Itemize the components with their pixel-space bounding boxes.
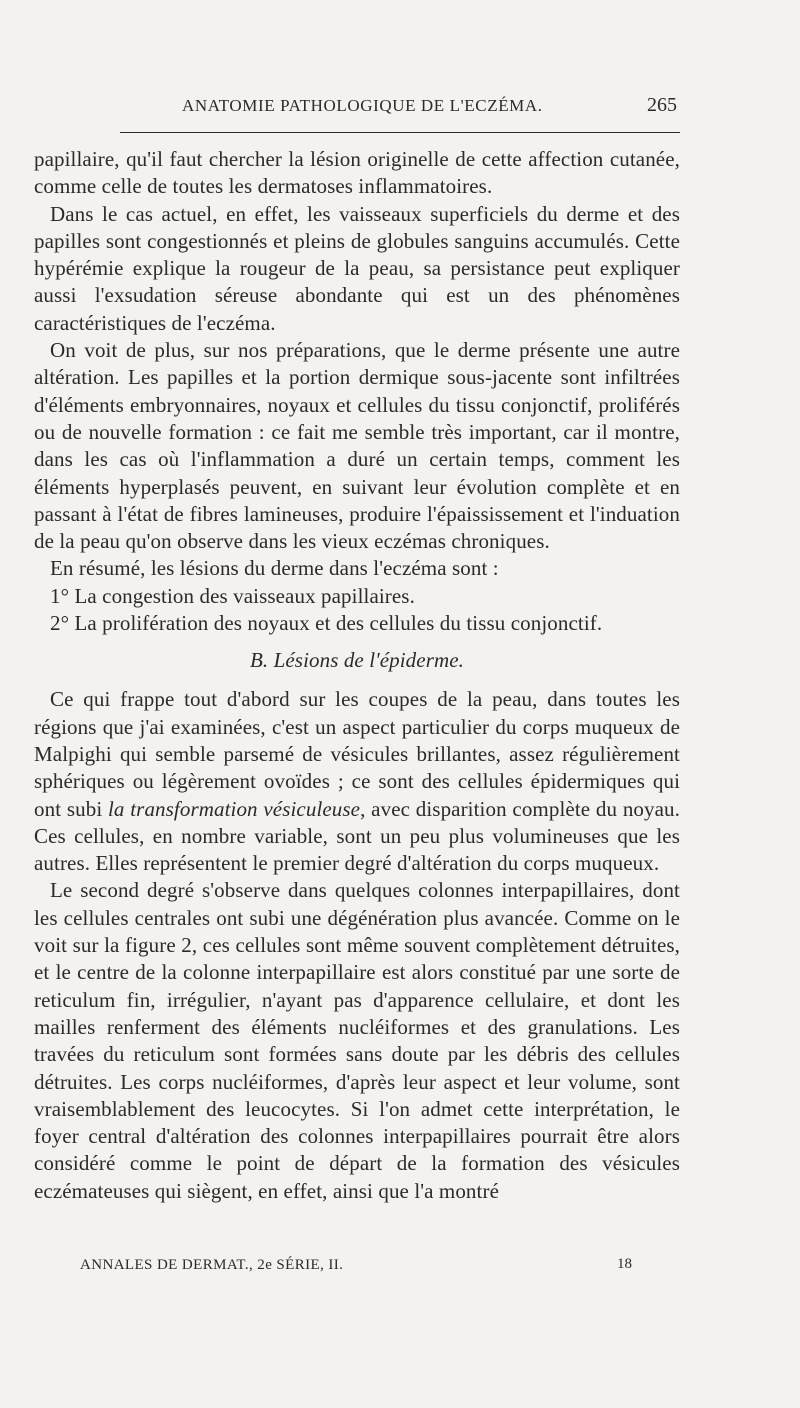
list-item: 2° La prolifération des noyaux et des cellules du tissu conjonctif. bbox=[50, 611, 603, 636]
body-text bbox=[34, 146, 680, 1205]
header-rule bbox=[120, 132, 680, 133]
paragraph-text: Ce qui frappe tout d'abord sur les coupes de la peau, dans toutes les régions que j'ai examinées, c'est un aspect particulier du corps muqueux de Malpighi qui semble parsemé de vésicules brillantes, assez régulièrement sphériques ou légèrement ovoïdes ; ce sont des cellules épidermiques qui ont subi bbox=[34, 687, 680, 821]
paragraph: Dans le cas actuel, en effet, les vaisseaux superficiels du derme et des papilles sont congestionnés et pleins de globules sanguins accumulés. Cette hypérémie explique la rougeur de la peau, sa persistance peut expliquer aussi l'exsudation séreuse abondante qui est un des phénomènes caractéristiques de l'eczéma. bbox=[34, 201, 680, 335]
footer-journal: ANNALES DE DERMAT., 2e SÉRIE, II. bbox=[80, 1257, 344, 1273]
page-number: 265 bbox=[647, 94, 677, 116]
paragraph: On voit de plus, sur nos préparations, que le derme présente une autre altération. Les papilles et la portion dermique sous-jacente sont infiltrées d'éléments embryonnaires, noyaux et cellules du tissu conjonctif, proliférés ou de nouvelle formation : ce fait me semble très important, car il montre, dans les cas où l'inflammation a duré un certain temps, comment les éléments hyperplasés peuvent, en suivant leur évolution complète et en passant à l'état de fibres lamineuses, produire l'épaississement et l'induation de la peau qu'on observe dans les vieux eczémas chroniques. bbox=[34, 338, 680, 554]
signature-mark: 18 bbox=[617, 1256, 632, 1272]
section-heading: B. Lésions de l'épiderme. bbox=[249, 648, 465, 673]
paragraph: En résumé, les lésions du derme dans l'eczéma sont : bbox=[50, 556, 499, 581]
list-item: 1° La congestion des vaisseaux papillaires. bbox=[50, 583, 415, 608]
emphasized-term: la transformation vésiculeuse bbox=[107, 796, 361, 821]
paragraph: Le second degré s'observe dans quelques colonnes interpapillaires, dont les cellules centrales ont subi une dégénération plus avancée. Comme on le voit sur la figure 2, ces cellules sont même souvent complètement détruites, et le centre de la colonne interpapillaire est alors constitué par une sorte de reticulum fin, irrégulier, n'ayant pas d'apparence cellulaire, et dont les mailles renferment des éléments nucléiformes et des granulations. Les travées du reticulum sont formées sans doute par les débris des cellules détruites. Les corps nucléiformes, d'après leur aspect et leur volume, sont vraisemblablement des leucocytes. Si l'on admet cette interprétation, le foyer central d'altération des colonnes interpapillaires pourrait être alors considéré comme le point de départ de la formation des vésicules eczémateuses qui siègent, en effet, ainsi que l'a montré bbox=[34, 878, 680, 1203]
running-head: ANATOMIE PATHOLOGIQUE DE L'ECZÉMA. bbox=[182, 96, 543, 115]
paragraph-text: , avec disparition complète du noyau. Ces cellules, en nombre variable, sont un peu plus volumineuses que les autres. Elles représentent le premier degré d'altération du corps muqueux. bbox=[34, 796, 680, 876]
paragraph bbox=[34, 686, 680, 877]
paragraph-continuation: papillaire, qu'il faut chercher la lésion originelle de cette affection cutanée, comme celle de toutes les dermatoses inflammatoires. bbox=[34, 147, 680, 199]
